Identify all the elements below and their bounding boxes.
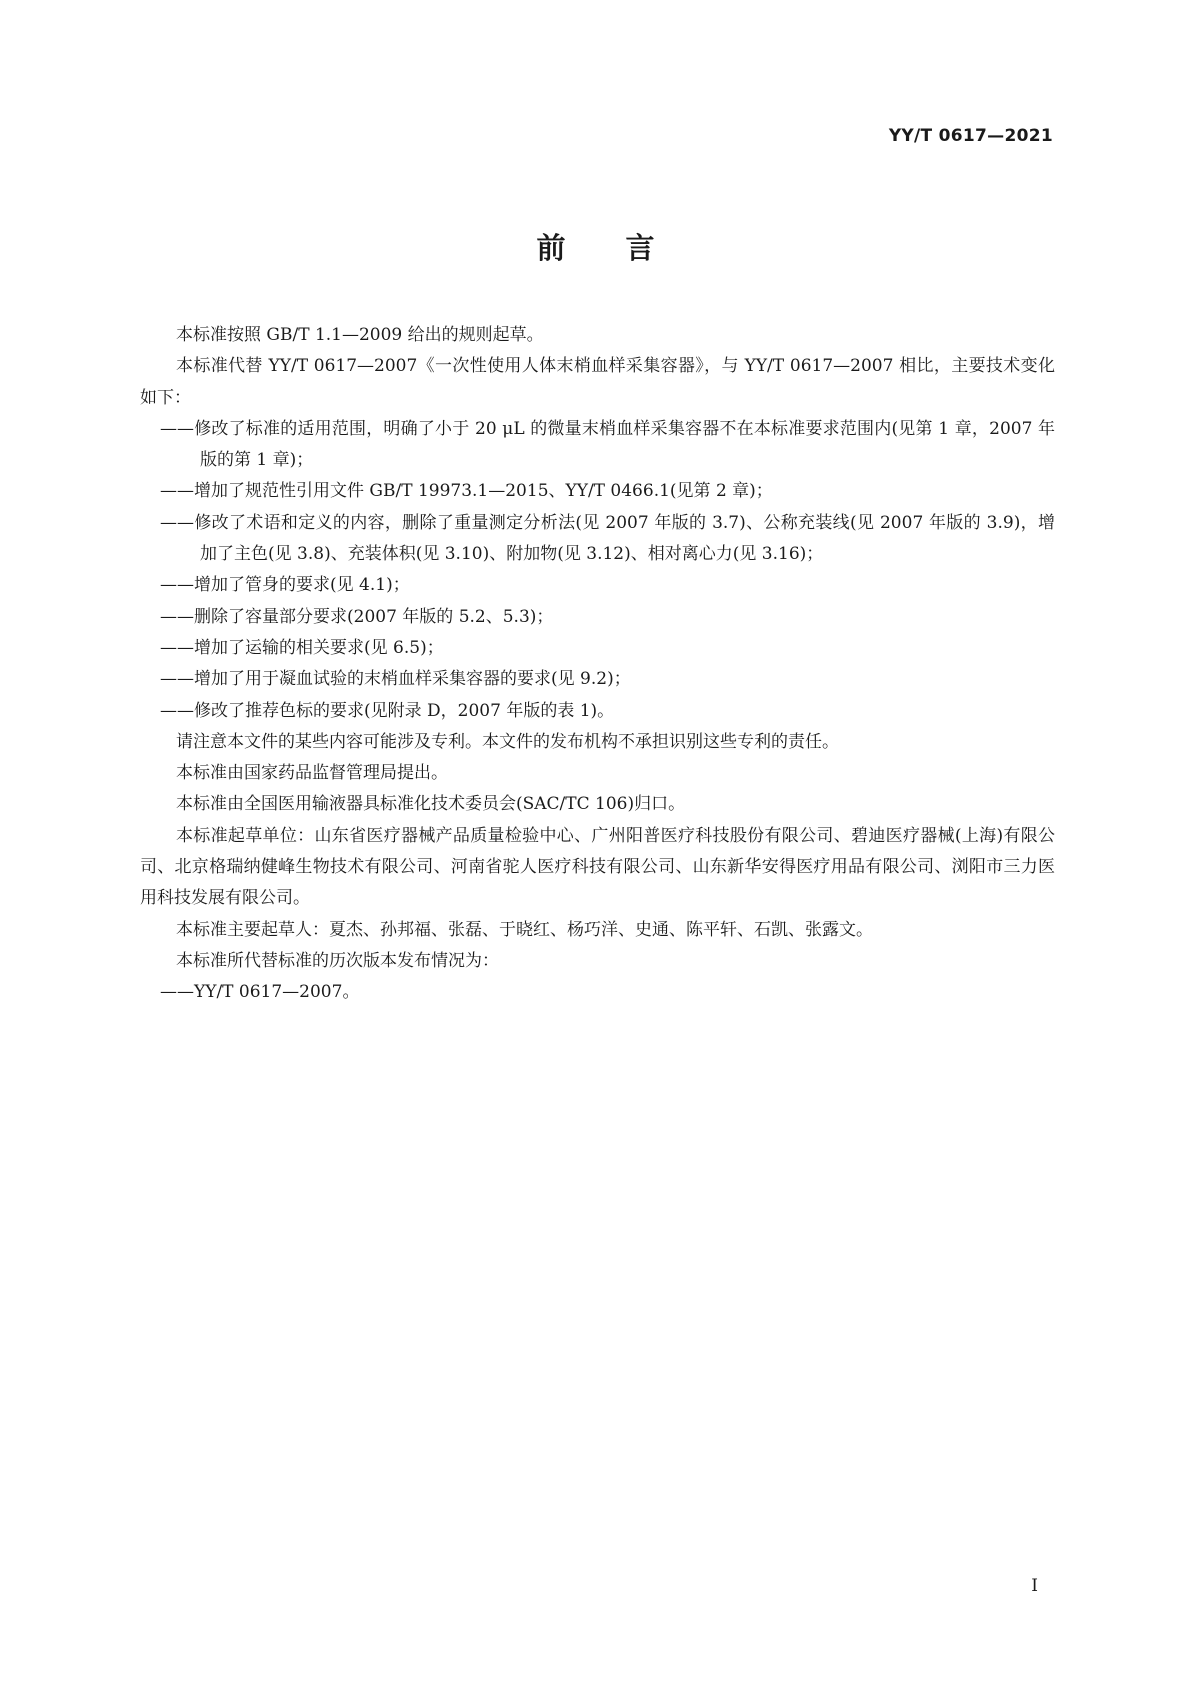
- standard-code: YY/T 0617—2021: [888, 126, 1053, 146]
- paragraph-history-intro: 本标准所代替标准的历次版本发布情况为：: [176, 950, 499, 971]
- paragraph-patent-notice: 请注意本文件的某些内容可能涉及专利。本文件的发布机构不承担识别这些专利的责任。: [176, 731, 839, 752]
- change-item: ——增加了管身的要求(见 4.1)；: [160, 575, 410, 596]
- change-item: ——增加了用于凝血试验的末梢血样采集容器的要求(见 9.2)；: [160, 669, 631, 690]
- change-item: ——修改了标准的适用范围，明确了小于 20 μL 的微量末梢血样采集容器不在本标准要求范围内(见第 1 章，2007 年版的第 1 章)；: [160, 418, 1055, 471]
- paragraph-drafting-units: 本标准起草单位：山东省医疗器械产品质量检验中心、广州阳普医疗科技股份有限公司、碧迪医疗器械(上海)有限公司、北京格瑞纳健峰生物技术有限公司、河南省驼人医疗科技有限公司、山东新华安得医疗用品有限公司、浏阳市三力医用科技发展有限公司。: [140, 825, 1055, 909]
- paragraph-replacement: 本标准代替 YY/T 0617—2007《一次性使用人体末梢血样采集容器》，与 YY/T 0617—2007 相比，主要技术变化如下：: [140, 356, 1055, 408]
- paragraph-proposer: 本标准由国家药品监督管理局提出。: [176, 763, 448, 784]
- page-number: I: [1031, 1576, 1038, 1596]
- history-item: ——YY/T 0617—2007。: [160, 982, 360, 1003]
- page-title: 前言: [536, 231, 715, 265]
- paragraph-drafters: 本标准主要起草人：夏杰、孙邦福、张磊、于晓红、杨巧洋、史通、陈平轩、石凯、张露文。: [176, 919, 873, 940]
- change-item: ——修改了术语和定义的内容，删除了重量测定分析法(见 2007 年版的 3.7)、公称充装线(见 2007 年版的 3.9)，增加了主色(见 3.8)、充装体积(见 3.10)、附加物(见 3.12)、相对离心力(见 3.16)；: [160, 512, 1055, 565]
- paragraph-drafting-rules: 本标准按照 GB/T 1.1—2009 给出的规则起草。: [176, 325, 544, 345]
- change-item: ——增加了规范性引用文件 GB/T 19973.1—2015、YY/T 0466.1(见第 2 章)；: [160, 481, 773, 502]
- change-item: ——增加了运输的相关要求(见 6.5)；: [160, 637, 444, 658]
- change-item: ——删除了容量部分要求(2007 年版的 5.2、5.3)；: [160, 606, 554, 627]
- change-item: ——修改了推荐色标的要求(见附录 D，2007 年版的表 1)。: [160, 700, 615, 721]
- foreword-body: [140, 320, 1055, 1009]
- paragraph-committee: 本标准由全国医用输液器具标准化技术委员会(SAC/TC 106)归口。: [176, 794, 686, 815]
